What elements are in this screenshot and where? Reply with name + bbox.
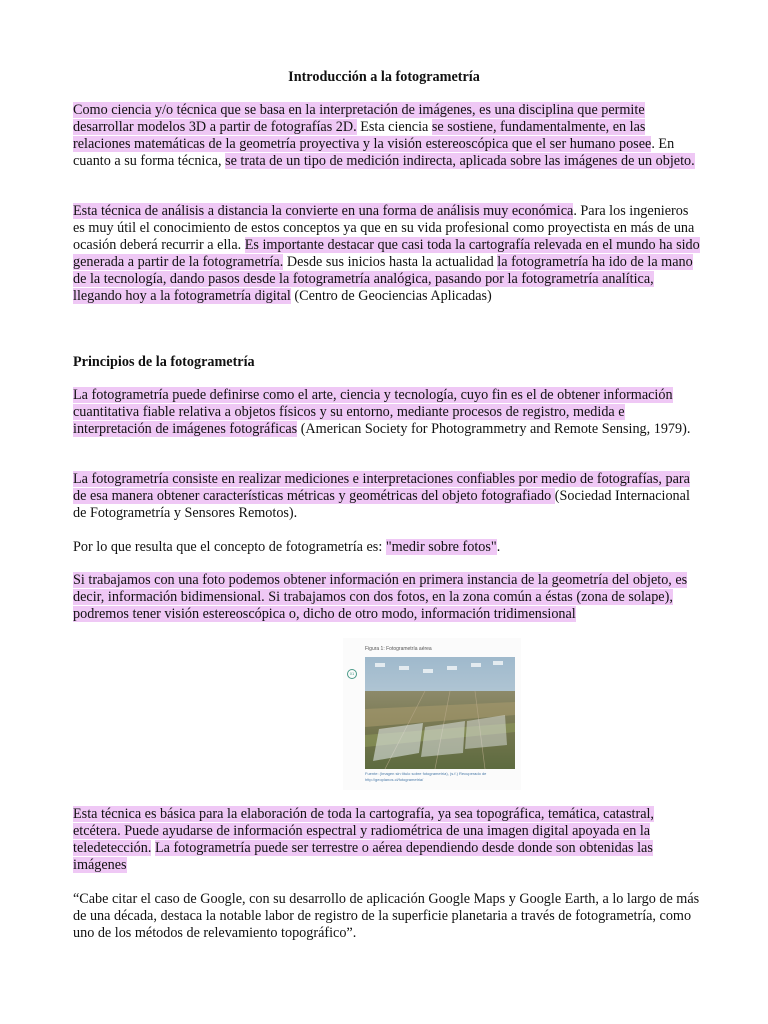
plain-text: (Sociedad Internacional de Fotogrametría y Sensores Remotos). xyxy=(73,488,690,521)
highlighted-text: Es importante destacar que casi toda la cartografía relevada en el mundo ha sido generada a partir de la fotogrametría. xyxy=(73,237,700,270)
highlighted-quote: "medir sobre fotos" xyxy=(385,539,497,555)
highlighted-text: la fotogrametría ha ido de la mano de la tecnología, dando pasos desde la fotogrametría analógica, pasando por la fotogrametría analítica, llegando hoy a la fotogrametría digital xyxy=(73,254,693,304)
cartography-paragraph xyxy=(73,806,701,874)
principle-paragraph-1 xyxy=(73,387,701,438)
principle-paragraph-2 xyxy=(73,471,701,522)
plain-text: . Para los ingenieros es muy útil el conocimiento de estos conceptos ya que en su vida profesional como proyectista en más de una ocasión deberá recurrir a ella. xyxy=(73,203,695,253)
plain-text: Por lo que resulta que el concepto de fotogrametría es: xyxy=(73,539,386,555)
highlighted-text: Esta técnica de análisis a distancia la convierte en una forma de análisis muy económica xyxy=(73,203,574,219)
highlighted-text: Si trabajamos con una foto podemos obtener información en primera instancia de la geometría del objeto, es decir, información bidimensional. xyxy=(73,572,688,605)
figure-badge: 01 xyxy=(347,669,357,679)
highlighted-text: Como ciencia y/o técnica que se basa en la interpretación de imágenes, es una disciplina que permite desarrollar modelos 3D a partir de fotografías 2D. xyxy=(73,102,645,135)
figure-source: Fuente: (Imagen sin título sobre fotogrametría), (s.f.) Recuperado de http://geoplanos.cl/fotogrametria/ xyxy=(365,771,487,782)
intro-paragraph-2 xyxy=(73,203,701,305)
highlighted-text: Puede ayudarse de información espectral y radiométrica de una imagen digital apoyada en la teledetección. xyxy=(73,823,651,856)
highlighted-text: La fotogrametría puede definirse como el arte, ciencia y tecnología, cuyo fin es el de obtener información cuantitativa fiable relativa a objetos físicos y su entorno, mediante procesos de registro, medida e interpretación de imágenes fotográficas xyxy=(73,387,673,437)
highlighted-text: Esta técnica es básica para la elaboración de toda la cartografía, ya sea topográfica, temática, catastral, etcétera. xyxy=(73,806,654,839)
highlighted-text: La fotogrametría consiste en realizar mediciones e interpretaciones confiables por medio de fotografías, para de esa manera obtener características métricas y geométricas del objeto fotografiado xyxy=(73,471,690,504)
figure-caption: Figura 1: Fotogrametría aérea xyxy=(365,646,432,652)
document-title: Introducción a la fotogrametría xyxy=(288,69,480,85)
stereo-paragraph xyxy=(73,572,701,623)
aerial-photo xyxy=(365,657,515,769)
section-heading: Principios de la fotogrametría xyxy=(73,354,255,370)
aerial-photogrammetry-figure xyxy=(343,638,521,790)
definition-paragraph xyxy=(73,539,701,556)
highlighted-text: se sostiene, fundamentalmente, en las relaciones matemáticas de la geometría proyectiva y la visión estereoscópica que el ser humano posee xyxy=(73,119,652,152)
highlighted-text: se trata de un tipo de medición indirecta, aplicada sobre las imágenes de un objeto. xyxy=(225,153,695,169)
plain-text: (Centro de Geociencias Aplicadas) xyxy=(290,288,492,304)
plain-text: . xyxy=(496,539,501,555)
plain-text: Esta ciencia xyxy=(356,119,432,135)
intro-paragraph-1 xyxy=(73,102,701,170)
plain-text: . En cuanto a su forma técnica, xyxy=(73,136,675,169)
highlighted-text: Si trabajamos con dos fotos, en la zona común a éstas (zona de solape), podremos tener visión estereoscópica o, dicho de otro modo, información tridimensional xyxy=(73,589,673,622)
plain-text: Desde sus inicios hasta la actualidad xyxy=(283,254,498,270)
highlighted-text: La fotogrametría puede ser terrestre o aérea dependiendo desde donde son obtenidas las imágenes xyxy=(73,840,653,873)
google-quote: “Cabe citar el caso de Google, con su desarrollo de aplicación Google Maps y Google Earth, a lo largo de más de una década, destaca la notable labor de registro de la superficie planetaria a través de fotogrametría, como uno de los métodos de relevamiento topográfico”. xyxy=(73,891,700,941)
plain-text: (American Society for Photogrammetry and Remote Sensing, 1979). xyxy=(297,421,691,437)
